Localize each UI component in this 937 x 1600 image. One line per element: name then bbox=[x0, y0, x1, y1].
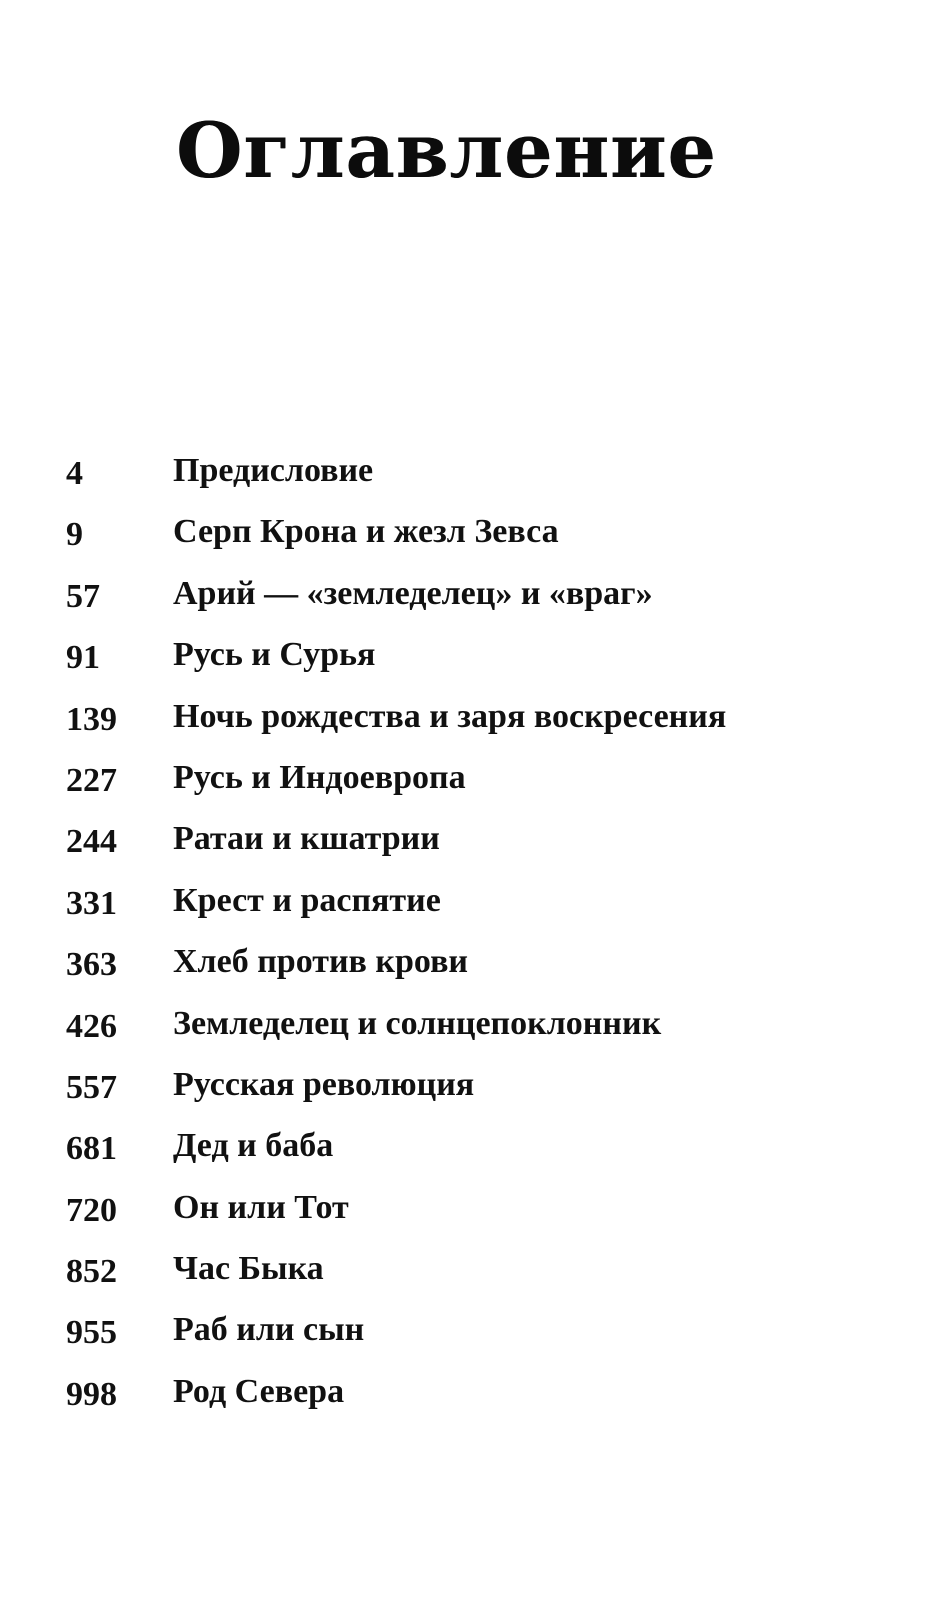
toc-chapter-title: Ратаи и кшатрии bbox=[173, 820, 440, 858]
toc-entry-chapter[interactable] bbox=[66, 1241, 866, 1302]
toc-page-number: 57 bbox=[66, 577, 100, 615]
toc-entry-chapter[interactable] bbox=[66, 504, 866, 565]
toc-chapter-title: Крест и распятие bbox=[173, 881, 441, 919]
toc-page-number: 91 bbox=[66, 639, 100, 677]
toc-entry-chapter[interactable] bbox=[66, 1302, 866, 1363]
toc-page-number: 4 bbox=[66, 455, 83, 492]
toc-page-number: 363 bbox=[66, 946, 117, 984]
toc-entry-chapter[interactable] bbox=[66, 750, 866, 811]
toc-entry-chapter[interactable] bbox=[66, 1057, 866, 1118]
toc-chapter-title: Хлеб против крови bbox=[173, 943, 469, 981]
toc-chapter-title: Предисловие bbox=[173, 452, 374, 489]
toc-chapter-title: Дед и баба bbox=[173, 1127, 334, 1165]
toc-chapter-title: Русь и Индоевропа bbox=[173, 758, 466, 796]
toc-chapter-title: Раб или сын bbox=[173, 1311, 365, 1349]
toc-chapter-title: Серп Крона и жезл Зевса bbox=[173, 513, 559, 551]
page-title: Оглавление bbox=[176, 106, 717, 195]
toc-page-number: 426 bbox=[66, 1007, 117, 1045]
toc-entry-chapter[interactable] bbox=[66, 689, 866, 750]
toc-entry-chapter[interactable] bbox=[66, 873, 866, 934]
toc-entry-chapter[interactable] bbox=[66, 1364, 866, 1425]
toc-page-number: 852 bbox=[66, 1253, 117, 1291]
toc-chapter-title: Он или Тот bbox=[173, 1188, 349, 1226]
toc-entry-chapter[interactable] bbox=[66, 627, 866, 688]
toc-page-number: 227 bbox=[66, 761, 117, 799]
toc-entry-chapter[interactable] bbox=[66, 934, 866, 995]
toc-entry-chapter[interactable] bbox=[66, 996, 866, 1057]
toc-page-number: 557 bbox=[66, 1068, 117, 1106]
toc-chapter-title: Русь и Сурья bbox=[173, 636, 376, 674]
toc-page-number: 331 bbox=[66, 884, 117, 922]
toc-chapter-title: Ночь рождества и заря воскресения bbox=[173, 697, 727, 735]
toc-entry-preface[interactable] bbox=[66, 443, 866, 504]
toc-chapter-title: Род Севера bbox=[173, 1372, 345, 1410]
toc-page-number: 955 bbox=[66, 1314, 117, 1352]
toc-entry-chapter[interactable] bbox=[66, 811, 866, 872]
toc-page-number: 681 bbox=[66, 1130, 117, 1168]
toc-entry-chapter[interactable] bbox=[66, 1118, 866, 1179]
table-of-contents bbox=[66, 443, 866, 1425]
toc-chapter-title: Арий — «земледелец» и «враг» bbox=[173, 574, 653, 612]
toc-page-number: 720 bbox=[66, 1191, 117, 1229]
toc-chapter-title: Час Быка bbox=[173, 1250, 324, 1288]
toc-page-number: 139 bbox=[66, 700, 117, 738]
toc-chapter-title: Русская революция bbox=[173, 1065, 475, 1103]
toc-entry-chapter[interactable] bbox=[66, 1180, 866, 1241]
toc-page-number: 9 bbox=[66, 516, 83, 554]
toc-page-number: 244 bbox=[66, 823, 117, 861]
toc-entry-chapter[interactable] bbox=[66, 566, 866, 627]
toc-chapter-title: Земледелец и солнцепоклонник bbox=[173, 1004, 662, 1042]
toc-page-number: 998 bbox=[66, 1375, 117, 1413]
